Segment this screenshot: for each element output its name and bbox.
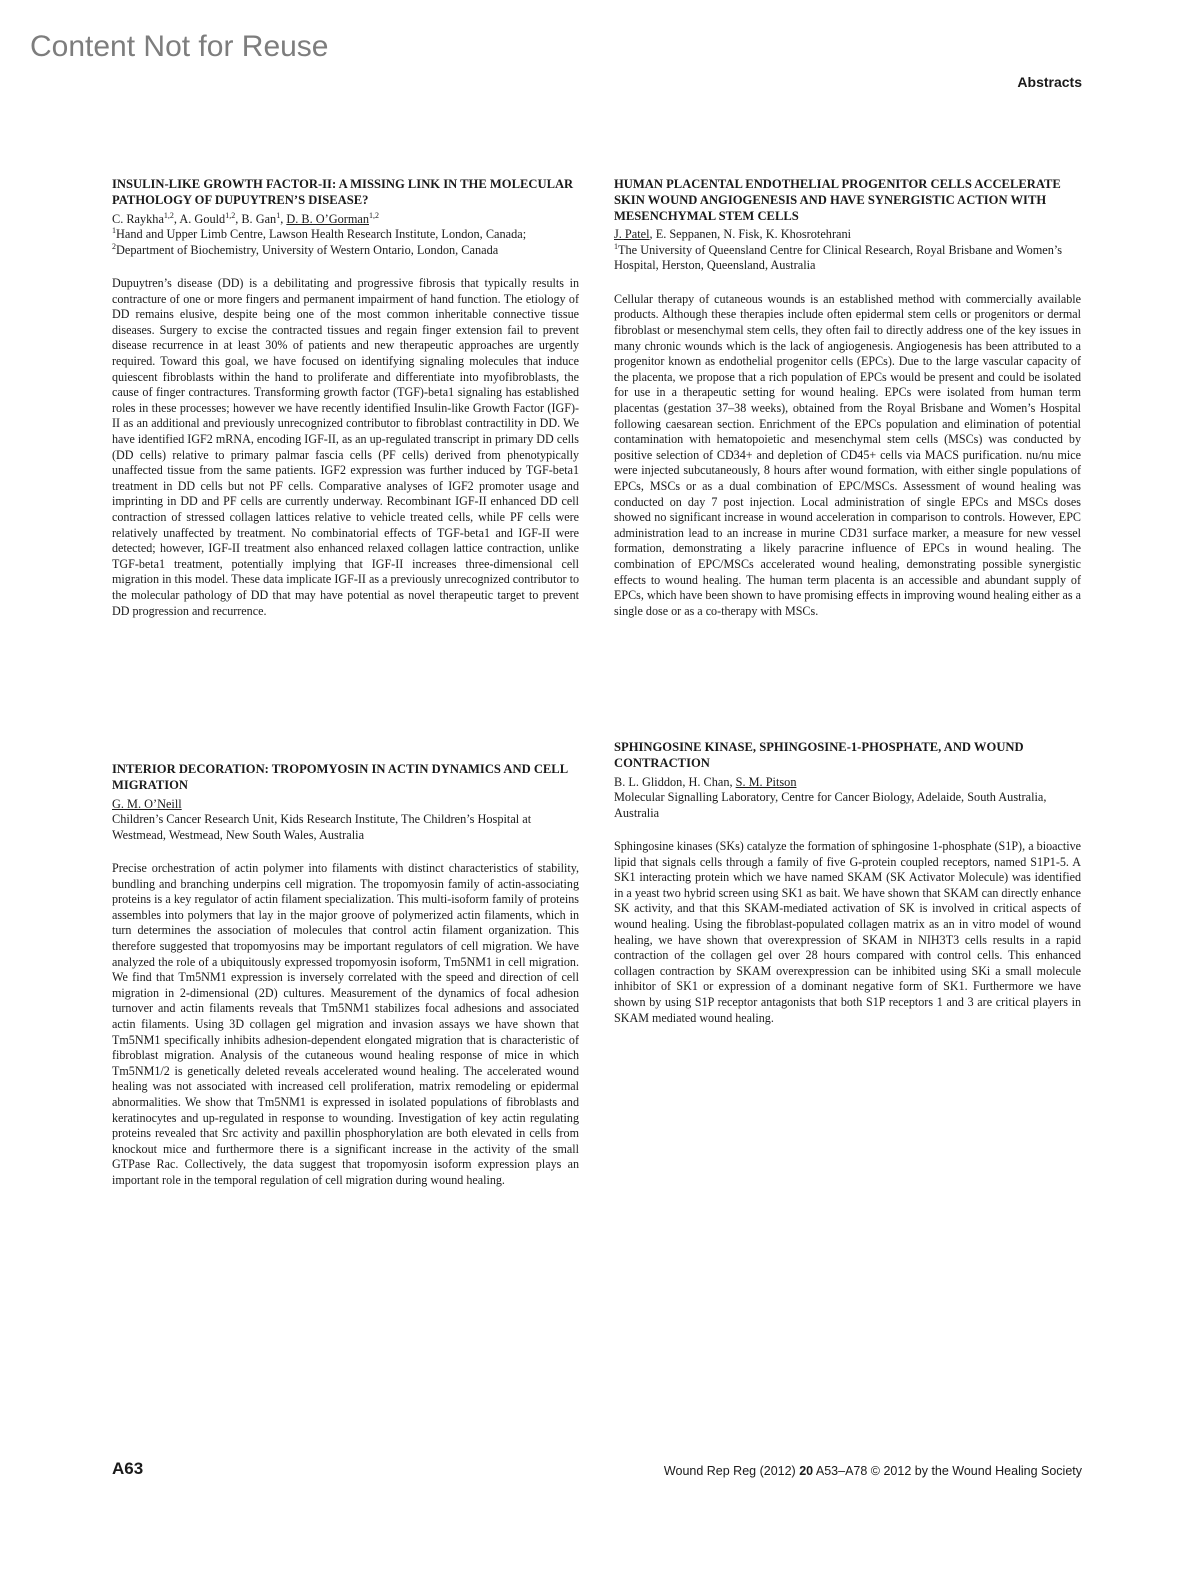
author-name: E. Seppanen [655, 227, 718, 242]
abstract-body: Dupuytren’s disease (DD) is a debilitating and progressive fibrosis that typically results in contracture of one or more fingers and permanent impairment of hand function. The etiology of DD remains elusive, despite being one of the most common inheritable connective tissue diseases. Surgery to excise the contracted tissues and regain finger extension fail to prevent disease recurrence in at least 30% of patients and new therapeutic approaches are urgently required. Toward this goal, we have focused on identifying signaling molecules that induce quiescent fibroblasts within the hand to proliferate and differentiate into myofibroblasts, the cause of finger contractures. Transforming growth factor (TGF)-beta1 signaling has established roles in these processes; however we have recently identified Insulin-like Growth Factor (IGF)-II as an additional and previously unrecognized contributor to fibroblast contractility in DD. We have identified IGF2 mRNA, encoding IGF-II, as an up-regulated transcript in primary DD cells (DD cells) relative to primary palmar fascia cells (PF cells) derived from phenotypically unaffected tissue from the same patients. IGF2 expression was further induced by TGF-beta1 treatment in DD cells but not PF cells. Comparative analyses of IGF2 promoter usage and imprinting in DD and PF cells are currently underway. Recombinant IGF-II enhanced DD cell contraction of stressed collagen lattices relative to vehicle treated cells, while PF cells were relatively unaffected by treatment. No combinatorial effects of TGF-beta1 and IGF-II were detected; however, IGF-II treatment also enhanced relaxed collagen lattice contraction, unlike TGF-beta1 treatment, potentially implying that IGF-II increases three-dimensional cell migration in this model. These data implicate IGF-II as a previously unrecognized contributor to the molecular pathology of DD that may have potential as novel therapeutic target to prevent DD progression and recurrence. [112, 276, 579, 618]
affiliation [112, 812, 579, 843]
author-affiliation-mark: 1,2 [369, 210, 379, 220]
affiliation [614, 243, 1081, 274]
affiliation [614, 790, 1081, 821]
abstract-sphingosine-kinase [614, 740, 1081, 1026]
section-label: Abstracts [1017, 74, 1082, 90]
author-list: C. Raykha$^{1,2}$, A. Gould$^{1,2}$, B. Gan$^1$, D. B. O’Gorman$^{1,2}$ [112, 210, 379, 226]
presenting-author-name: D. B. O’Gorman [286, 211, 369, 226]
affiliation-mark: 1 [614, 241, 618, 251]
author-affiliation-mark: 1,2 [225, 210, 236, 220]
affiliation-text: The University of Queensland Centre for Clinical Research, Royal Brisbane and Women’s Hospital, Herston, Queensland, Australia [614, 242, 1063, 273]
abstract-title: INTERIOR DECORATION: TROPOMYOSIN IN ACTIN DYNAMICS AND CELL MIGRATION [112, 762, 568, 792]
abstract-tropomyosin [112, 762, 579, 1189]
presenting-author-name: J. Patel [614, 227, 650, 242]
abstract-placental-epc [614, 177, 1081, 619]
abstract-body: Cellular therapy of cutaneous wounds is an established method with commercially available products. Although these therapies include often epidermal stem cells or progenitors or dermal fibroblast or mesenchymal stem cells, they often fail to directly address one of the key issues in many chronic wounds which is the lack of angiogenesis. Angiogenesis has been attributed to a progenitor known as endothelial progenitor cells (EPCs). Due to the large vascular capacity of the placenta, we propose that a rich population of EPCs would be present and could be isolated for use in a therapeutic setting for wound healing. EPCs were isolated from human term placentas (gestation 37–38 weeks), obtained from the Royal Brisbane and Women’s Hospital following caesarean section. Enrichment of the EPCs population and elimination of potential contamination with hematopoietic and mesenchymal stem cells (MSCs) was conducted by positive selection of CD34+ and depletion of CD45+ cells via MACS purification. nu/nu mice were injected subcutaneously, 8 hours after wound formation, with either single populations of EPCs, MSCs or as a dual combination of EPC/MSCs. Assessment of wound healing was conducted on day 7 post injection. Local administration of single EPCs and MSCs doses showed no significant increase in wound acceleration in comparison to controls. However, EPC administration lead to an increase in murine CD31 surface marker, a measure for new vessel formation, demonstrating a likely paracrine influence of EPCs in wound healing. The combination of EPC/MSCs accelerated wound healing, demonstrating possible synergistic effects to wound healing. The human term placenta is an accessible and abundant supply of EPCs, which have been shown to have promising effects in improving wound healing either as a single dose or as a co-therapy with MSCs. [614, 291, 1081, 618]
author-name: B. L. Gliddon [614, 774, 683, 789]
author-list [112, 797, 579, 813]
citation-volume: 20 [799, 1464, 814, 1478]
presenting-author-name: G. M. O’Neill [112, 796, 182, 811]
author-name: C. Raykha [112, 211, 164, 226]
journal-citation [664, 1464, 1082, 1478]
abstract-body: Sphingosine kinases (SKs) catalyze the formation of sphingosine 1-phosphate (S1P), a bioactive lipid that signals cells through a family of five G-protein coupled receptors, named S1P1-5. A SK1 interacting protein which we have named SKAM (SK Activator Molecule) was identified in a yeast two hybrid screen using SK1 as bait. We have shown that SKAM can directly enhance SK activity, and that this SKAM-mediated activation of SK is involved in critical aspects of wound healing. Using the fibroblast-populated collagen matrix as an in vitro model of wound healing, we have shown that overexpression of SKAM in NIH3T3 cells results in a rapid contraction of the collagen gel over 28 hours compared with control cells. This enhanced collagen contraction by SKAM overexpression can be inhibited using SKi a small molecule inhibitor of SK1 or expression of a dominant negative form of SK1. Furthermore we have shown by using S1P receptor antagonists that both S1P receptors 1 and 3 are critical players in SKAM mediated wound healing. [614, 839, 1081, 1025]
affiliation-mark: 1 [112, 226, 116, 235]
presenting-author-name: S. M. Pitson [735, 774, 797, 789]
affiliation-mark: 2 [112, 241, 116, 251]
affiliation-text: Hand and Upper Limb Centre, Lawson Health Research Institute, London, Canada; [116, 227, 527, 242]
author-name: H. Chan [688, 774, 730, 789]
affiliation-text: Molecular Signalling Laboratory, Centre for Cancer Biology, Adelaide, South Australia, Australia [614, 790, 1047, 820]
watermark: Content Not for Reuse [30, 30, 329, 63]
affiliation [112, 243, 579, 259]
citation-journal: Wound Rep Reg (2012) [663, 1464, 800, 1478]
author-name: N. Fisk [723, 227, 760, 242]
author-affiliation-mark: 1,2 [163, 210, 174, 220]
author-name: K. Khosrotehrani [765, 227, 852, 242]
author-name: A. Gould [179, 211, 226, 226]
author-list: J. Patel, E. Seppanen, N. Fisk, K. Khosrotehrani [614, 227, 852, 242]
abstract-title: SPHINGOSINE KINASE, SPHINGOSINE-1-PHOSPHATE, AND WOUND CONTRACTION [614, 740, 1024, 770]
citation-pages: A53–A78 © 2012 by the Wound Healing Society [813, 1464, 1082, 1478]
abstract-title: HUMAN PLACENTAL ENDOTHELIAL PROGENITOR CELLS ACCELERATE SKIN WOUND ANGIOGENESIS AND HAVE SYNERGISTIC ACTION WITH MESENCHYMAL STEM CELLS [614, 177, 1061, 223]
affiliation-text: Department of Biochemistry, University of Western Ontario, London, Canada [116, 242, 499, 257]
affiliation [112, 227, 579, 243]
affiliation-text: Children’s Cancer Research Unit, Kids Research Institute, The Children’s Hospital at Westmead, Westmead, New South Wales, Australia [112, 812, 532, 842]
abstract-body: Precise orchestration of actin polymer into filaments with distinct characteristics of stability, bundling and branching underpins cell migration. The tropomyosin family of actin-associating proteins is a key regulator of actin filament specialization. This multi-isoform family of proteins assembles into polymers that lay in the major groove of polymerized actin filaments, which in turn determines the association of molecules that control actin filament organization. This therefore suggested that tropomyosins may be important regulators of cell migration. We have analyzed the role of a ubiquitously expressed tropomyosin isoform, Tm5NM1 in cell migration. We find that Tm5NM1 expression is inversely correlated with the speed and direction of cell migration in 2-dimensional (2D) cultures. Measurement of the dynamics of focal adhesion turnover and actin filaments reveals that Tm5NM1 stabilizes focal adhesions and associated actin filaments. Using 3D collagen gel migration and invasion assays we have shown that Tm5NM1 specifically inhibits adhesion-dependent elongated migration that is characteristic of fibroblast migration. Analysis of the cutaneous wound healing response of mice in which Tm5NM1/2 is genetically deleted reveals accelerated wound healing. The accelerated wound healing was not associated with increased cell proliferation, matrix remodeling or epidermal abnormalities. We show that Tm5NM1 is expressed in isolated populations of fibroblasts and keratinocytes and up-regulated in response to wounding. Investigation of key actin regulating proteins revealed that Src activity and paxillin phosphorylation are both elevated in cells from knockout mice and furthermore there is a significant increase in the activity of the small GTPase Rac. Collectively, the data suggest that tropomyosin isoform expression plays an important role in the temporal regulation of cell migration during wound healing. [112, 861, 579, 1187]
author-name: B. Gan [241, 211, 277, 226]
author-affiliation-mark: 1 [276, 210, 281, 220]
page-number: A63 [112, 1459, 144, 1478]
abstract-title: INSULIN-LIKE GROWTH FACTOR-II: A MISSING LINK IN THE MOLECULAR PATHOLOGY OF DUPUYTREN’S DISEASE? [112, 177, 574, 207]
author-list: B. L. Gliddon, H. Chan, S. M. Pitson [614, 774, 797, 789]
abstract-igf2 [112, 177, 579, 619]
